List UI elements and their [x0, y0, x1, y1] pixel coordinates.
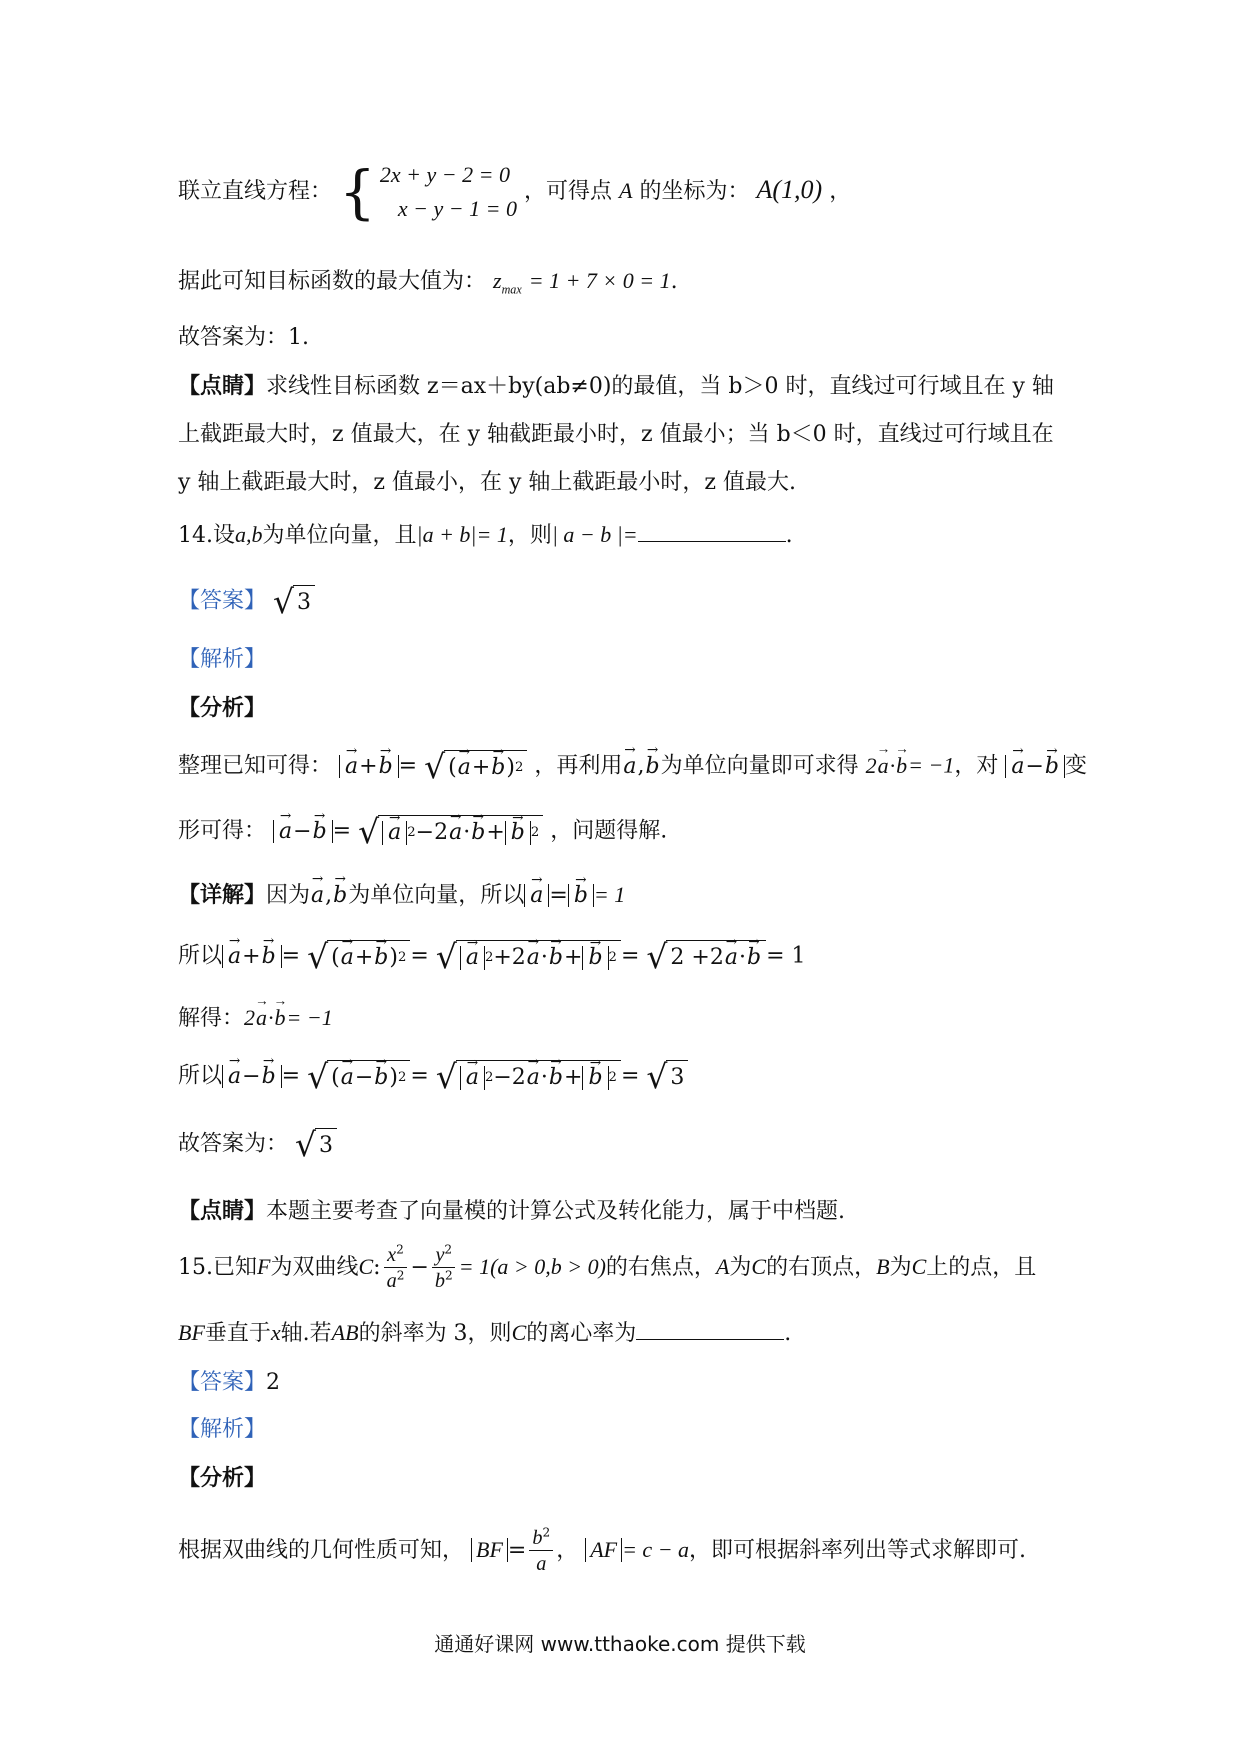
text-lead: 因为: [266, 883, 311, 908]
condition: |a + b|= 1: [416, 522, 508, 547]
analysis-14-b: 形可得： → a−→ b = √ → a 2 −2 → a · → b + → b 2 ，问题得解.: [178, 815, 1070, 848]
var-BF: BF: [476, 1536, 503, 1562]
sqrt-expression: √ → a 2 −2 → a · → b + → b 2: [358, 815, 543, 848]
text-end: ，问题得解.: [550, 818, 668, 844]
text-2: 为: [729, 1254, 752, 1280]
var-C: C: [751, 1253, 767, 1279]
equation-system: [339, 158, 517, 226]
var-C: C: [511, 1320, 527, 1345]
text-lead: 整理已知可得：: [178, 753, 333, 779]
sqrt-value: 3: [315, 1128, 337, 1161]
text-lead: 形可得：: [178, 818, 267, 844]
paragraph-max-value: [178, 266, 1070, 298]
var-A: A: [715, 1253, 730, 1279]
text-mid: 为单位向量，且: [262, 523, 417, 548]
text-lead: 所以: [178, 943, 223, 969]
equation-2: x − y − 1 = 0: [397, 196, 517, 221]
text-end: .: [785, 523, 793, 548]
sqrt-answer: √ 3: [273, 585, 315, 618]
eq-value: = −1: [286, 1005, 333, 1030]
text-mid: ，可得点: [524, 179, 613, 204]
var-x: x: [270, 1320, 281, 1345]
answer-blank: [638, 521, 786, 542]
eq-value: = 1: [593, 882, 626, 907]
text-mid: 为双曲线: [270, 1254, 359, 1280]
page-footer: 通通好课网 www.tthaoke.com 提供下载: [434, 1632, 806, 1656]
var-B: B: [876, 1253, 890, 1279]
text-lead: 所以: [178, 1063, 223, 1089]
af-value: = c − a: [622, 1536, 690, 1562]
text-mid2: 为单位向量即可求得: [660, 753, 859, 779]
text-lead: 解得：: [178, 1006, 245, 1031]
point-coordinate: A(1,0): [756, 175, 823, 204]
var-C: C: [911, 1253, 927, 1279]
point-label: A: [619, 178, 633, 203]
sqrt-expression: √ ( → a + → b ) 2: [424, 750, 527, 783]
answer-blank: [636, 1319, 784, 1340]
question-number: 15.: [178, 1254, 213, 1280]
text-end: ，即可根据斜率列出等式求解即可.: [689, 1537, 1027, 1563]
analysis-14-a: 整理已知可得： → a+→ b = √ ( → a + → b ) 2 ，再利用→ a,→ b为单位向量即可求得 2→ a·→ b= −1，对 → a−→ b 变: [178, 750, 1070, 783]
var-C: C: [358, 1253, 374, 1279]
tip-14: [178, 1197, 1070, 1227]
tip-text: 本题主要考查了向量模的计算公式及转化能力，属于中档题.: [266, 1199, 846, 1224]
brace-icon: {: [339, 158, 376, 226]
text-1: 的右焦点，: [605, 1254, 716, 1280]
answer-15: [178, 1368, 1070, 1398]
answer-14: [178, 582, 1070, 621]
text-end: 变: [1065, 753, 1088, 779]
z-max-symbol: $z_{max}$: [493, 268, 522, 297]
text-lead: 故答案为：: [178, 1131, 289, 1157]
condition: = 1(a > 0,b > 0): [458, 1253, 606, 1279]
var-AB: AB: [331, 1320, 359, 1345]
answer-tag: 【答案】: [178, 588, 267, 614]
text-lead: 据此可知目标函数的最大值为：: [178, 269, 487, 294]
text-end: ，: [829, 179, 852, 204]
text-tail: 的坐标为：: [639, 179, 750, 204]
detail-14-e: 故答案为： √ 3: [178, 1128, 1070, 1161]
analysis-tag-1: 【解析】: [178, 647, 267, 672]
text-lead: 联立直线方程：: [178, 179, 333, 204]
text-end: = 1: [766, 943, 806, 969]
text-tail: ，对: [954, 753, 999, 779]
tip-tag: 【点睛】: [178, 373, 267, 399]
text-3: 的斜率为 3，则: [358, 1321, 512, 1346]
answer-value: 2: [266, 1370, 281, 1395]
detail-14-b: 所以→ a+→ b = √ ( → a + → b ) 2 = √ → a 2 +2 → a · → b + → b 2 = √ 2 + 2 → a · → b = 1: [178, 940, 1070, 973]
question-15: 15.已知F为双曲线C: $\frac{x^2}{a^2}$ − $\frac{y^2}{b^2}$ = 1(a > 0,b > 0)的右焦点，A为C的右顶点，B为C上的点，且: [178, 1242, 1037, 1293]
answer-tag: 【答案】: [178, 1370, 267, 1395]
question-14: [178, 520, 1070, 551]
var-AF: AF: [590, 1536, 618, 1562]
detail-14-d: 所以→ a−→ b = √ ( → a − → b ) 2 = √ → a 2 −2 → a · → b + → b 2 = √ 3: [178, 1060, 1070, 1093]
fenxi-tag-2: 【分析】: [178, 1465, 267, 1491]
text-5: 上的点，且: [926, 1254, 1037, 1280]
question-number: 14.: [178, 523, 213, 548]
answer-line: 故答案为：1.: [178, 325, 309, 350]
text-end: .: [670, 269, 678, 294]
text-lead: 根据双曲线的几何性质可知，: [178, 1537, 465, 1563]
detail-14-c: 解得：2→ a·→ b= −1: [178, 1003, 1070, 1034]
text-1: 垂直于: [204, 1321, 271, 1346]
paragraph-system: [178, 158, 1070, 226]
var-F: F: [257, 1253, 271, 1279]
question-15-b: [178, 1318, 1070, 1349]
text-2: 轴.若: [280, 1321, 332, 1346]
max-expression: = 1 + 7 × 0 = 1: [528, 268, 671, 293]
text-4: 的离心率为: [526, 1321, 637, 1346]
dot-result: = −1: [908, 752, 955, 778]
detail-tag: 【详解】: [178, 882, 267, 908]
text-lead: 已知: [213, 1254, 258, 1280]
vector-vars: a,b: [235, 522, 263, 547]
analysis-tag-2: 【解析】: [178, 1417, 267, 1442]
analysis-15: 根据双曲线的几何性质可知， BF = $\frac{b^2}{a}$ ， AF = c − a，即可根据斜率列出等式求解即可.: [178, 1525, 1027, 1576]
sqrt-value: 3: [666, 1060, 688, 1093]
tip-paragraph: [178, 362, 1070, 507]
text-3: 的右顶点，: [766, 1254, 877, 1280]
fenxi-tag-1: 【分析】: [178, 695, 267, 721]
text-4: 为: [889, 1254, 912, 1280]
text-end: .: [784, 1321, 792, 1346]
text-mid: 2 +: [670, 945, 710, 971]
text-lead: 设: [213, 523, 236, 548]
text-mid: 为单位向量，所以: [348, 883, 525, 908]
text-tail: ，则: [507, 523, 552, 548]
tip-tag: 【点睛】: [178, 1198, 267, 1224]
var-BF: BF: [178, 1320, 205, 1345]
tip-text: 求线性目标函数 z＝ax＋by(ab≠0)的最值，当 b＞0 时，直线过可行域且在 y 轴上截距最大时，z 值最大，在 y 轴截距最小时，z 值最小；当 b＜0 时，直线过可行域且在 y 轴上截距最大时，z 值最小，在 y 轴上截距最小时，z 值最大.: [178, 374, 1054, 495]
text-mid: ，再利用: [534, 753, 623, 779]
sqrt-value: 3: [293, 585, 315, 618]
equation-1: 2x + y − 2 = 0: [379, 162, 510, 187]
question-ask: | a − b |=: [551, 522, 638, 547]
detail-14-a: 【详解】因为→ a,→ b为单位向量，所以→ a =→ b = 1: [178, 880, 1070, 911]
